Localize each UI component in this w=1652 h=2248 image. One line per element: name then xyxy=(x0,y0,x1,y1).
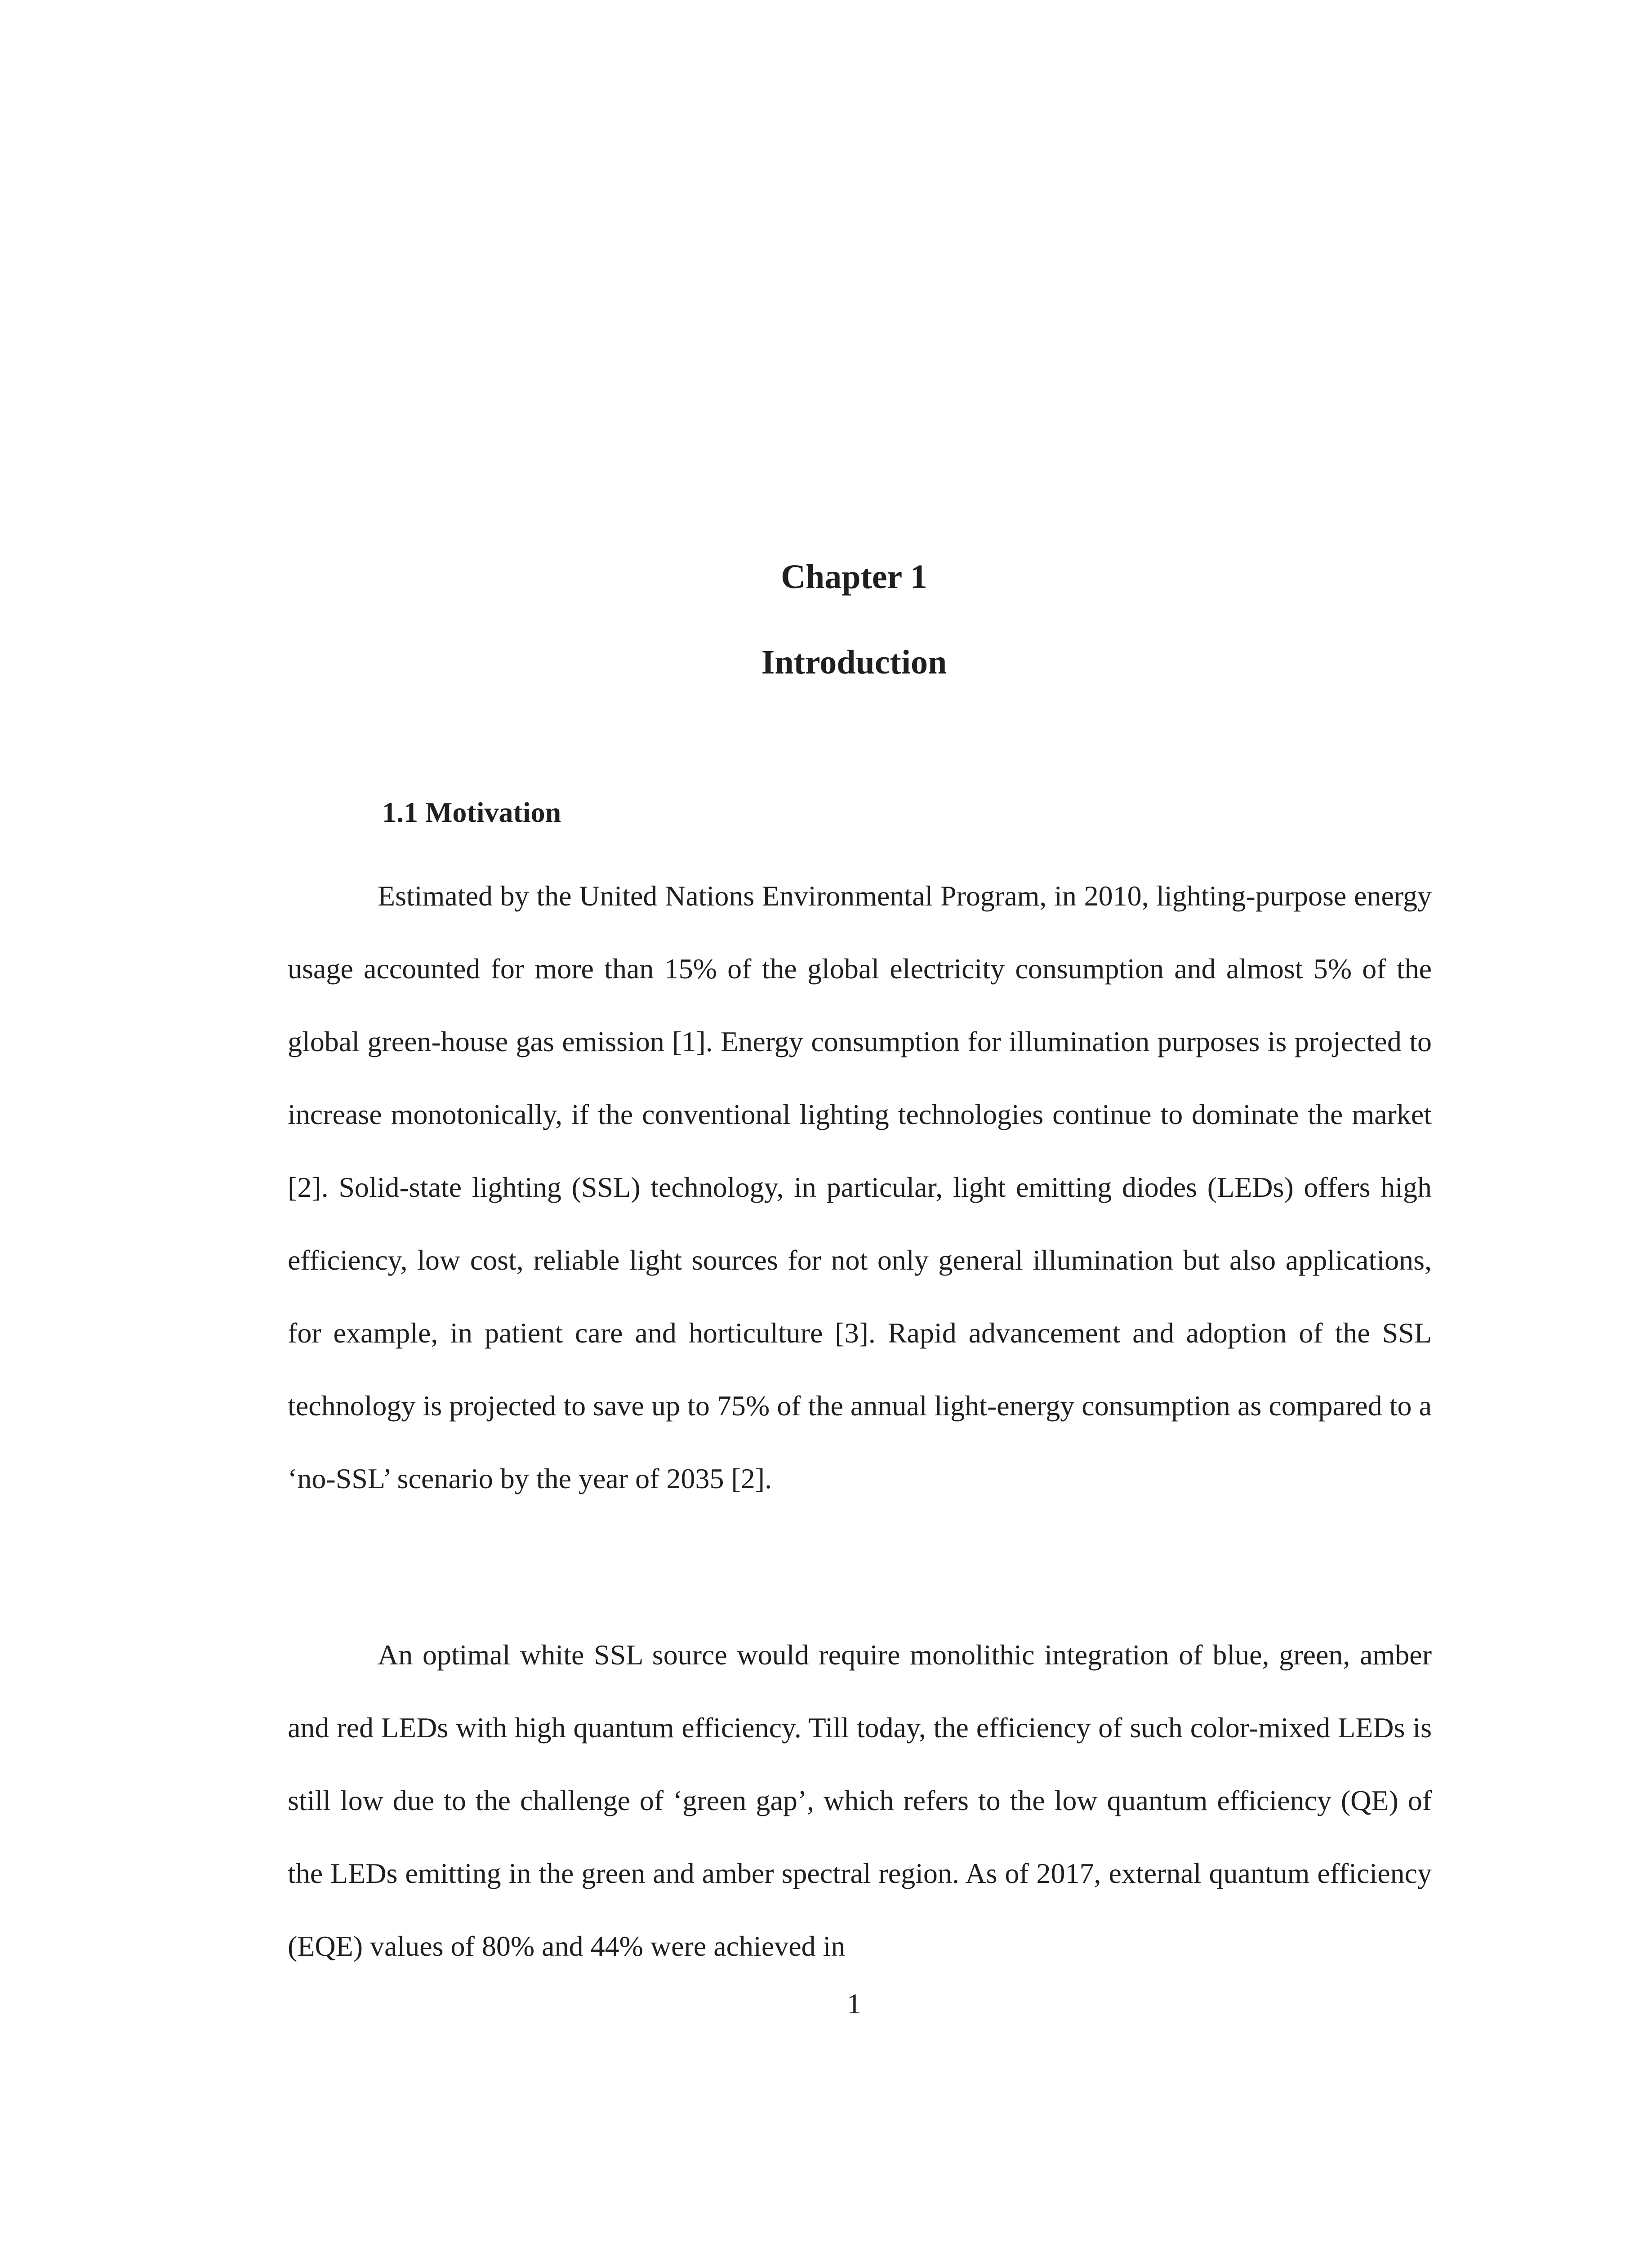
page-number: 1 xyxy=(847,1988,861,2020)
section-heading: 1.1 Motivation xyxy=(382,796,561,828)
body-paragraph-motivation: Estimated by the United Nations Environmental Program, in 2010, lighting-purpose energy usage accounted for more than 15% of the global electricity consumption and almost 5% of the global green-house gas emission [1]. Energy consumption for illumination purposes is projected to increase monotonically, if the conventional lighting technologies continue to dominate the market [2]. Solid-state lighting (SSL) technology, in particular, light emitting diodes (LEDs) offers high efficiency, low cost, reliable light sources for not only general illumination but also applications, for example, in patient care and horticulture [3]. Rapid advancement and adoption of the SSL technology is projected to save up to 75% of the annual light-energy consumption as compared to a ‘no-SSL’ scenario by the year of 2035 [2]. xyxy=(288,880,1432,1494)
chapter-number: Chapter 1 xyxy=(781,558,927,596)
chapter-title: Introduction xyxy=(761,643,947,681)
body-paragraph-green-gap: An optimal white SSL source would require monolithic integration of blue, green, amber and red LEDs with high quantum efficiency. Till today, the efficiency of such color-mixed LEDs is still low due to the challenge of ‘green gap’, which refers to the low quantum efficiency (QE) of the LEDs emitting in the green and amber spectral region. As of 2017, external quantum efficiency (EQE) values of 80% and 44% were achieved in xyxy=(288,1639,1432,1962)
